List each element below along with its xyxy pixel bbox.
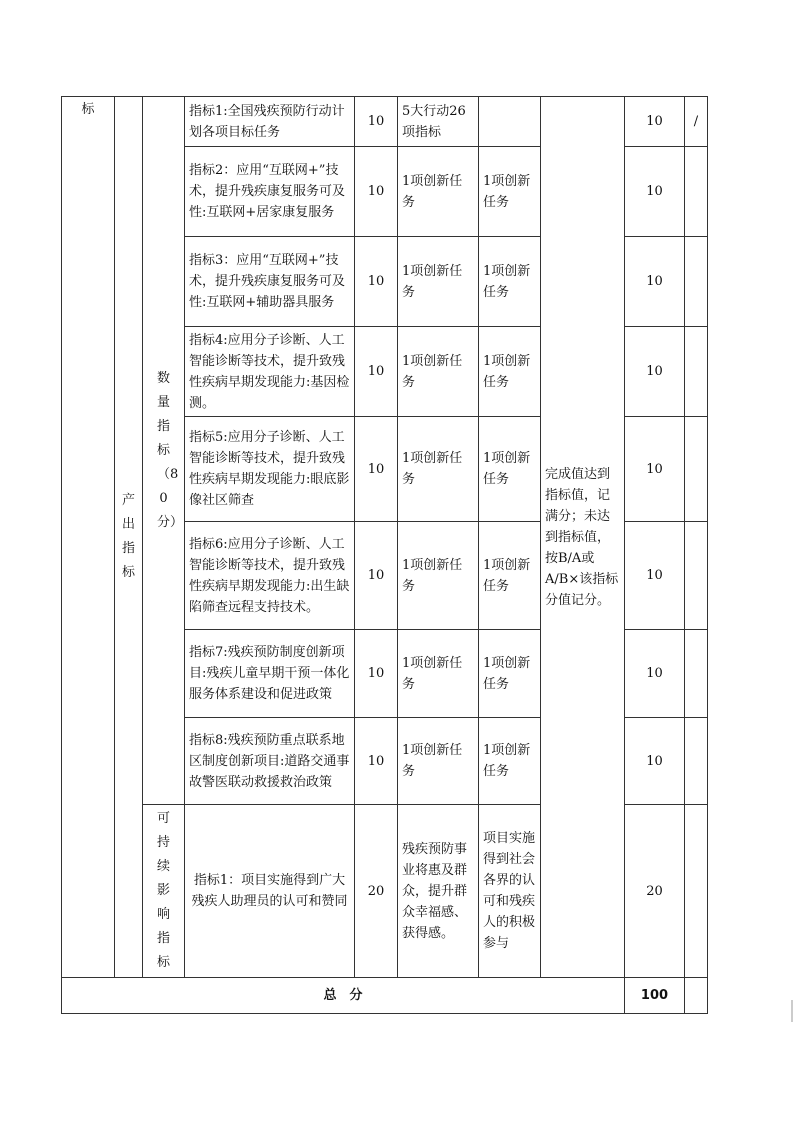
indicator-name: 指标1:全国残疾预防行动计划各项目标任务: [185, 97, 355, 147]
indicator-note: [685, 630, 708, 718]
indicator-weight: 10: [355, 417, 398, 522]
total-row: [62, 978, 708, 1014]
performance-table: [61, 96, 708, 1014]
total-note: [685, 978, 708, 1014]
quantity-indicator-cell: [143, 97, 185, 805]
indicator-actual: 1项创新任务: [479, 522, 541, 630]
indicator-target: 1项创新任务: [398, 237, 479, 327]
indicator-target: 5大行动26项指标: [398, 97, 479, 147]
indicator-note: [685, 147, 708, 237]
indicator-score: 10: [625, 327, 685, 417]
indicator-weight: 10: [355, 630, 398, 718]
indicator-weight: 10: [355, 327, 398, 417]
table-row: [62, 97, 708, 147]
indicator-note: [685, 417, 708, 522]
indicator-score: 10: [625, 718, 685, 805]
indicator-target: 1项创新任务: [398, 522, 479, 630]
indicator-note: [685, 237, 708, 327]
indicator-weight: 10: [355, 97, 398, 147]
quantity-indicator-label: 数量指标（80分）: [157, 370, 184, 530]
indicator-score: 20: [625, 805, 685, 978]
indicator-weight: 10: [355, 718, 398, 805]
indicator-actual: 1项创新任务: [479, 147, 541, 237]
indicator-weight: 20: [355, 805, 398, 978]
indicator-name: 指标2：应用“互联网+”技术，提升残疾康复服务可及性:互联网+居家康复服务: [185, 147, 355, 237]
indicator-actual: 1项创新任务: [479, 417, 541, 522]
indicator-name: 指标7:残疾预防制度创新项目:残疾儿童早期干预一体化服务体系建设和促进政策: [185, 630, 355, 718]
indicator-name: 指标3：应用“互联网+”技术，提升残疾康复服务可及性:互联网+辅助器具服务: [185, 237, 355, 327]
indicator-name: 指标8:残疾预防重点联系地区制度创新项目:道路交通事故警医联动救援救治政策: [185, 718, 355, 805]
indicator-note: [685, 327, 708, 417]
indicator-score: 10: [625, 630, 685, 718]
indicator-target: 1项创新任务: [398, 718, 479, 805]
sustain-indicator-label: 可持续影响指标: [157, 811, 171, 970]
indicator-target: 1项创新任务: [398, 630, 479, 718]
table-body: [62, 97, 708, 1014]
indicator-weight: 10: [355, 237, 398, 327]
indicator-note: [685, 522, 708, 630]
indicator-score: 10: [625, 147, 685, 237]
indicator-actual: 项目实施得到社会各界的认可和残疾人的积极参与: [479, 805, 541, 978]
indicator-name: 指标6:应用分子诊断、人工智能诊断等技术，提升致残性疾病早期发现能力:出生缺陷筛查远程支持技术。: [185, 522, 355, 630]
indicator-note: [685, 805, 708, 978]
indicator-actual: 1项创新任务: [479, 327, 541, 417]
indicator-weight: 10: [355, 147, 398, 237]
indicator-target: 残疾预防事业将惠及群众，提升群众幸福感、获得感。: [398, 805, 479, 978]
indicator-name: 指标1：项目实施得到广大残疾人助理员的认可和赞同: [185, 805, 355, 978]
total-score: 100: [625, 978, 685, 1014]
indicator-target: 1项创新任务: [398, 327, 479, 417]
output-indicator-cell: [115, 97, 143, 978]
indicator-actual: [479, 97, 541, 147]
total-label: 总 分: [62, 978, 625, 1014]
indicator-actual: 1项创新任务: [479, 237, 541, 327]
indicator-score: 10: [625, 97, 685, 147]
indicator-name: 指标4:应用分子诊断、人工智能诊断等技术，提升致残性疾病早期发现能力:基因检测。: [185, 327, 355, 417]
indicator-score: 10: [625, 237, 685, 327]
output-indicator-label: 产出指标: [122, 493, 136, 580]
indicator-actual: 1项创新任务: [479, 718, 541, 805]
indicator-weight: 10: [355, 522, 398, 630]
indicator-note: /: [685, 97, 708, 147]
indicator-score: 10: [625, 522, 685, 630]
indicator-note: [685, 718, 708, 805]
indicator-target: 1项创新任务: [398, 417, 479, 522]
indicator-name: 指标5:应用分子诊断、人工智能诊断等技术，提升致残性疾病早期发现能力:眼底影像社区筛查: [185, 417, 355, 522]
indicator-target: 1项创新任务: [398, 147, 479, 237]
category-cell: 标: [62, 97, 115, 978]
indicator-score: 10: [625, 417, 685, 522]
scoring-rule: 完成值达到指标值，记满分；未达到指标值，按B/A或A/B×该指标分值记分。: [541, 97, 625, 978]
indicator-actual: 1项创新任务: [479, 630, 541, 718]
sustain-indicator-cell: [143, 805, 185, 978]
